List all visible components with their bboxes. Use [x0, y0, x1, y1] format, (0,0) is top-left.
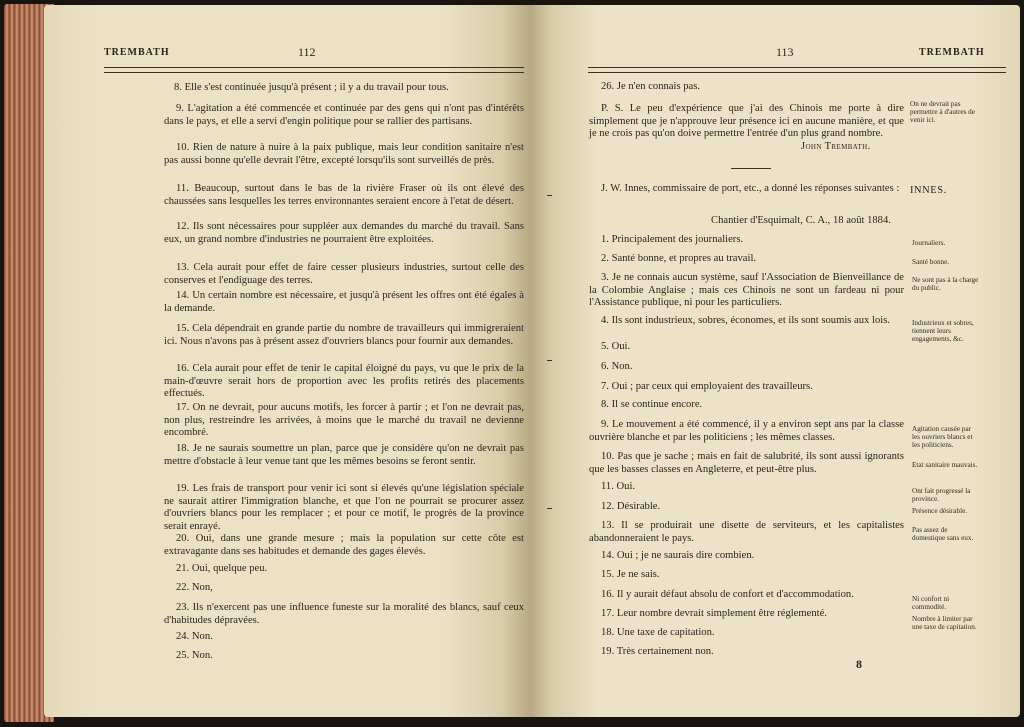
left-paragraph-10: 10. Rien de nature à nuire à la paix publique, mais leur condition sanitaire n'est pas aussi bonne qu'elle devrait l'être, excepté lorsqu'ils sont surveillés de près.	[164, 142, 524, 166]
innes-answer-1: 1. Principalement des journaliers.	[601, 234, 744, 245]
left-paragraph-14: 14. Un certain nombre est nécessaire, et jusqu'à présent les offres ont été égales à la demande.	[164, 290, 524, 314]
marginal-note: Industrieux et sobres, tiennent leurs engagements, &c.	[912, 319, 974, 343]
innes-answer-2: 2. Santé bonne, et propres au travail.	[601, 253, 757, 264]
right-paragraph-ps: P. S. Le peu d'expérience que j'ai des Chinois me porte à dire simplement que je n'approuve leur présence ici en aucune manière, et que je ne crois pas qu'on doive permettre l'entrée d'un plus grand nombre.	[589, 103, 904, 140]
left-paragraph-24: 24. Non.	[176, 631, 213, 642]
marginal-note: Présence désirable.	[912, 507, 968, 515]
left-paragraph-20: 20. Oui, dans une grande mesure ; mais la population sur cette côte est extravagante dans ses habitudes et demande des gages élevés.	[164, 533, 524, 557]
left-page-number: 112	[298, 45, 316, 59]
innes-answer-19: 19. Très certainement non.	[601, 646, 714, 657]
right-page	[531, 5, 1020, 717]
marginal-note: Agitation causée par les ouvriers blancs et les politiciens.	[912, 425, 973, 449]
marginal-note: Journaliers.	[912, 239, 946, 247]
left-running-head: TREMBATH	[104, 47, 170, 58]
innes-answer-18: 18. Une taxe de capitation.	[601, 627, 715, 638]
marginal-note: Nombre à limiter par une taxe de capitation.	[912, 615, 977, 631]
signature-mark: 8	[856, 657, 862, 671]
innes-intro: J. W. Innes, commissaire de port, etc., a donné les réponses suivantes :	[601, 183, 900, 194]
right-page-number: 113	[776, 45, 794, 59]
right-paragraph-26: 26. Je n'en connais pas.	[601, 81, 700, 92]
left-paragraph-15: 15. Cela dépendrait en grande partie du nombre de travailleurs qui immigreraient ici. Nous n'avons pas à présent assez d'ouvriers blancs pour fournir aux demandes.	[164, 323, 524, 347]
innes-side-label: INNES.	[910, 185, 947, 196]
gutter-mark	[547, 195, 552, 196]
innes-answer-16: 16. Il y aurait défaut absolu de confort et d'accommodation.	[601, 589, 854, 600]
left-paragraph-11: 11. Beaucoup, surtout dans le bas de la rivière Fraser où ils ont élevé des chaussées sans lesquelles les terres environnantes seraient encore à l'etat de désert.	[164, 183, 524, 207]
innes-answer-7: 7. Oui ; par ceux qui employaient des travailleurs.	[601, 381, 813, 392]
marginal-note: Santé bonne.	[912, 258, 950, 266]
innes-answer-8: 8. Il se continue encore.	[601, 399, 703, 410]
innes-answer-13: 13. Il se produirait une disette de serviteurs, et les capitalistes abandonneraient le pays.	[589, 520, 904, 544]
left-header-rule	[104, 67, 524, 73]
gutter-mark	[547, 360, 552, 361]
innes-answer-6: 6. Non.	[601, 361, 633, 372]
marginal-note: Ne sont pas à la charge du public.	[912, 276, 979, 292]
gutter-mark	[547, 508, 552, 509]
innes-answer-9: 9. Le mouvement a été commencé, il y a environ sept ans par la classe ouvrière blanche et par les politiciens ; les mêmes classes.	[589, 419, 904, 443]
left-paragraph-13: 13. Cela aurait pour effet de faire cesser plusieurs industries, surtout celle des conserves et l'endiguage des terres.	[164, 262, 524, 286]
left-paragraph-18: 18. Je ne saurais soumettre un plan, parce que je considère qu'on ne devrait pas mettre d'obstacle à leur venue tant que les mêmes besoins se feront sentir.	[164, 443, 524, 467]
marginal-note: Ont fait progressé la province.	[912, 487, 971, 503]
innes-answer-12: 12. Désirable.	[601, 501, 661, 512]
left-paragraph-23: 23. Ils n'exercent pas une influence funeste sur la moralité des blancs, sauf ceux d'habitudes dépravées.	[164, 602, 524, 626]
innes-answer-14: 14. Oui ; je ne saurais dire combien.	[601, 550, 755, 561]
left-paragraph-17: 17. On ne devrait, pour aucuns motifs, les forcer à partir ; et l'on ne devrait pas, non plus, restreindre les arrivées, à moins que le marché du travail ne devienne encombré.	[164, 402, 524, 439]
left-paragraph-8: 8. Elle s'est continuée jusqu'à présent ; il y a du travail pour tous.	[174, 82, 449, 93]
innes-answer-5: 5. Oui.	[601, 341, 631, 352]
left-paragraph-12: 12. Ils sont nécessaires pour suppléer aux demandes du marché du travail. Sans eux, un grand nombre d'industries ne pourraient être exploitées.	[164, 221, 524, 245]
marginal-note: On ne devrait pas permettre à d'autres de venir ici.	[910, 100, 975, 124]
left-paragraph-9: 9. L'agitation a été commencée et continuée par des gens qui n'ont pas d'intérêts dans le pays, et elle a servi d'engin politique pour se rallier des partisans.	[164, 103, 524, 127]
right-running-head: TREMBATH	[919, 47, 985, 58]
signature-john-trembath: John Trembath.	[801, 141, 871, 152]
section-separator	[731, 168, 771, 169]
innes-answer-17: 17. Leur nombre devrait simplement être réglementé.	[601, 608, 827, 619]
marginal-note: Ni confort ni commodité.	[912, 595, 950, 611]
left-paragraph-22: 22. Non,	[176, 582, 213, 593]
innes-answer-3: 3. Je ne connais aucun système, sauf l'Association de Bienveillance de la Colombie Anglaise ; mais ces Chinois ne sont un fardeau ni pour l'Assistance publique, ni pour les particuliers.	[589, 272, 904, 309]
left-paragraph-16: 16. Cela aurait pour effet de tenir le capital éloigné du pays, vu que le prix de la main-d'œuvre serait hors de proportion avec les profits retirés des placements effectués.	[164, 363, 524, 400]
left-paragraph-19: 19. Les frais de transport pour venir ici sont si élevés qu'une législation spéciale ne saurait attirer l'immigration blanche, et que l'on ne pourrait se procurer assez d'ouvriers blancs pour les remplacer ; et pour ce motif, le progrès de la province serait enrayé.	[164, 483, 524, 532]
innes-answer-11: 11. Oui.	[601, 481, 636, 492]
marginal-note: Etat sanitaire mauvais.	[912, 461, 978, 469]
left-paragraph-25: 25. Non.	[176, 650, 213, 661]
innes-dateline: Chantier d'Esquimalt, C. A., 18 août 1884.	[711, 215, 891, 226]
innes-answer-4: 4. Ils sont industrieux, sobres, économes, et ils sont soumis aux lois.	[601, 315, 890, 326]
innes-answer-15: 15. Je ne sais.	[601, 569, 660, 580]
innes-answer-10: 10. Pas que je sache ; mais en fait de salubrité, ils sont aussi ignorants que les basses classes en Angleterre, et peut-être plus.	[589, 451, 904, 475]
marginal-note: Pas assez de domestique sans eux.	[912, 526, 974, 542]
left-paragraph-21: 21. Oui, quelque peu.	[176, 563, 268, 574]
right-header-rule	[588, 67, 1006, 73]
left-page	[44, 5, 531, 717]
